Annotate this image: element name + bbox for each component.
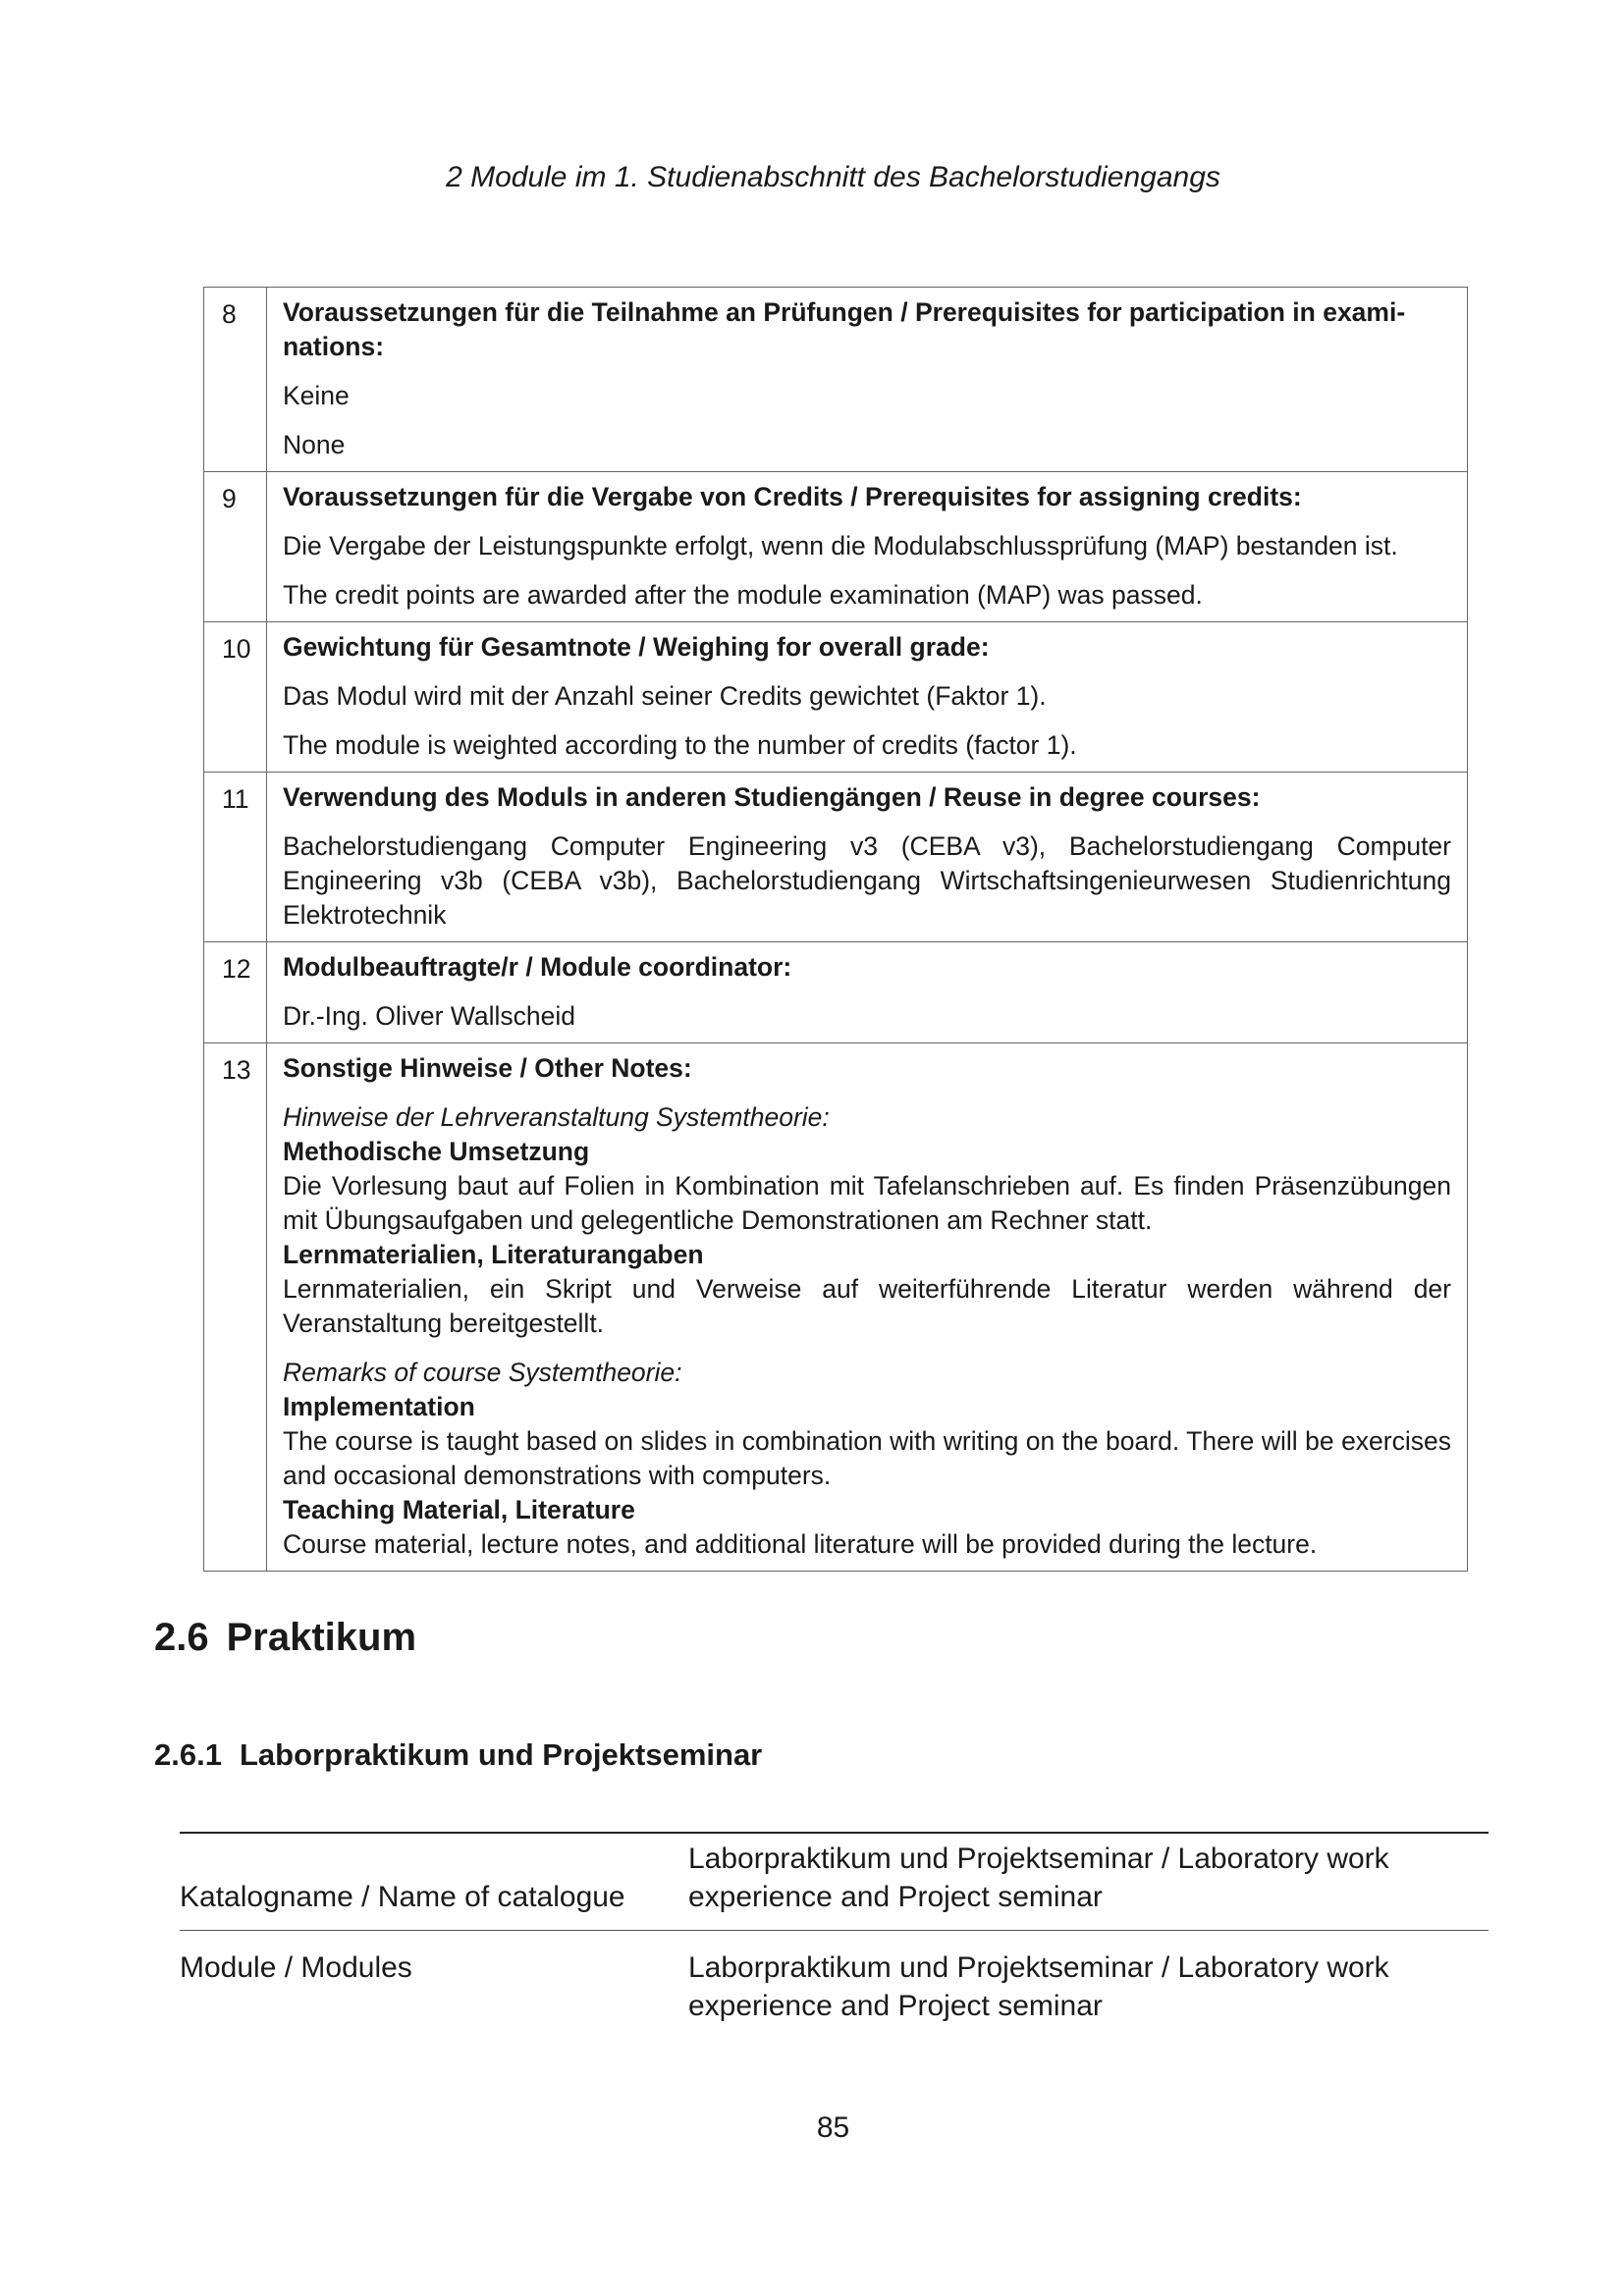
heading-en: Reuse in degree courses: xyxy=(943,782,1261,812)
catalog-key: Module / Modules xyxy=(180,1951,412,1984)
catalog-value: Laborpraktikum und Projektseminar / Laboratory work experience and Project seminar xyxy=(688,1842,1389,1913)
row-content xyxy=(267,1043,1468,1572)
heading-en: Weighing for overall grade: xyxy=(652,632,990,662)
notes-heading: Lernmaterialien, Literaturangaben xyxy=(283,1240,704,1269)
catalog-key: Katalogname / Name of catalogue xyxy=(180,1881,625,1913)
notes-intro-de: Hinweise der Lehrveranstaltung Systemtheorie: xyxy=(283,1102,830,1132)
notes-paragraph: The course is taught based on slides in combination with writing on the board. There will be exercises and occasional demonstrations with computers. xyxy=(283,1426,1451,1490)
row-heading: Voraussetzungen für die Teilnahme an Prüfungen / Prerequisites for participation in exami-nations: xyxy=(283,297,1406,361)
row-text: Bachelorstudiengang Computer Engineering v3 (CEBA v3), Bachelorstudiengang Computer Engineering v3b (CEBA v3b), Bachelorstudiengang Wirtschaftsingenieurwesen Studienrichtung Elektrotechnik xyxy=(283,831,1451,930)
subsection-heading xyxy=(154,1737,762,1773)
row-text-de: Keine xyxy=(283,381,350,410)
row-number: 12 xyxy=(204,942,267,1043)
table-row xyxy=(204,472,1468,622)
row-number: 10 xyxy=(204,622,267,773)
heading-en: Module coordinator: xyxy=(540,952,792,982)
row-heading: Gewichtung für Gesamtnote / Weighing for overall grade: xyxy=(283,632,990,662)
catalog-row xyxy=(180,1931,1489,2025)
heading-de: Modulbeauftragte/r xyxy=(283,952,518,982)
row-text-en: The module is weighted according to the number of credits (factor 1). xyxy=(283,730,1077,760)
heading-en: Prerequisites for participation in exami-nations: xyxy=(283,297,1406,361)
subsection-number: 2.6.1 xyxy=(154,1737,222,1772)
catalog-row xyxy=(180,1834,1489,1931)
row-number: 11 xyxy=(204,773,267,942)
notes-paragraph: Course material, lecture notes, and additional literature will be provided during the lecture. xyxy=(283,1529,1318,1559)
section-number: 2.6 xyxy=(154,1616,209,1659)
row-heading: Modulbeauftragte/r / Module coordinator: xyxy=(283,952,792,982)
notes-paragraph: Die Vorlesung baut auf Folien in Kombination mit Tafelanschrieben auf. Es finden Präsenzübungen mit Übungsaufgaben und gelegentliche Demonstrationen am Rechner statt. xyxy=(283,1171,1451,1235)
row-text-de: Das Modul wird mit der Anzahl seiner Credits gewichtet (Faktor 1). xyxy=(283,681,1047,711)
table-row xyxy=(204,773,1468,942)
heading-en: Prerequisites for assigning credits: xyxy=(864,482,1302,511)
row-number: 13 xyxy=(204,1043,267,1572)
section-title-text: Praktikum xyxy=(226,1616,417,1659)
heading-de: Gewichtung für Gesamtnote xyxy=(283,632,631,662)
row-heading: Voraussetzungen für die Vergabe von Credits / Prerequisites for assigning credits: xyxy=(283,482,1302,511)
row-text-de: Die Vergabe der Leistungspunkte erfolgt, wenn die Modulabschlussprüfung (MAP) bestanden ist. xyxy=(283,531,1398,561)
catalog-value: Laborpraktikum und Projektseminar / Laboratory work experience and Project seminar xyxy=(688,1951,1389,2022)
row-heading: Sonstige Hinweise / Other Notes: xyxy=(283,1053,692,1083)
row-number: 8 xyxy=(204,288,267,472)
notes-heading: Teaching Material, Literature xyxy=(283,1495,635,1524)
notes-heading: Implementation xyxy=(283,1392,475,1421)
notes-paragraph: Lernmaterialien, ein Skript und Verweise auf weiterführende Literatur werden während der Veranstaltung bereitgestellt. xyxy=(283,1274,1451,1338)
row-content xyxy=(267,773,1468,942)
table-row xyxy=(204,1043,1468,1572)
table-row xyxy=(204,288,1468,472)
heading-de: Voraussetzungen für die Vergabe von Credits xyxy=(283,482,843,511)
row-content xyxy=(267,942,1468,1043)
heading-de: Sonstige Hinweise xyxy=(283,1053,514,1083)
row-content xyxy=(267,622,1468,773)
row-text-en: None xyxy=(283,430,346,459)
module-table xyxy=(203,287,1468,1572)
heading-en: Other Notes: xyxy=(534,1053,692,1083)
running-head: 2 Module im 1. Studienabschnitt des Bachelorstudiengangs xyxy=(446,161,1220,193)
heading-de: Verwendung des Moduls in anderen Studiengängen xyxy=(283,782,922,812)
row-content xyxy=(267,288,1468,472)
page-number: 85 xyxy=(816,2111,850,2144)
heading-de: Voraussetzungen für die Teilnahme an Prüfungen xyxy=(283,297,893,327)
row-number: 9 xyxy=(204,472,267,622)
row-content xyxy=(267,472,1468,622)
row-text-en: The credit points are awarded after the module examination (MAP) was passed. xyxy=(283,580,1203,610)
table-row xyxy=(204,942,1468,1043)
notes-intro-en: Remarks of course Systemtheorie: xyxy=(283,1358,682,1387)
section-heading xyxy=(154,1616,416,1660)
row-text: Dr.-Ing. Oliver Wallscheid xyxy=(283,1001,575,1031)
catalog-table xyxy=(180,1832,1489,2025)
row-heading: Verwendung des Moduls in anderen Studiengängen / Reuse in degree courses: xyxy=(283,782,1261,812)
notes-heading: Methodische Umsetzung xyxy=(283,1137,590,1166)
subsection-title-text: Laborpraktikum und Projektseminar xyxy=(239,1737,763,1772)
table-row xyxy=(204,622,1468,773)
